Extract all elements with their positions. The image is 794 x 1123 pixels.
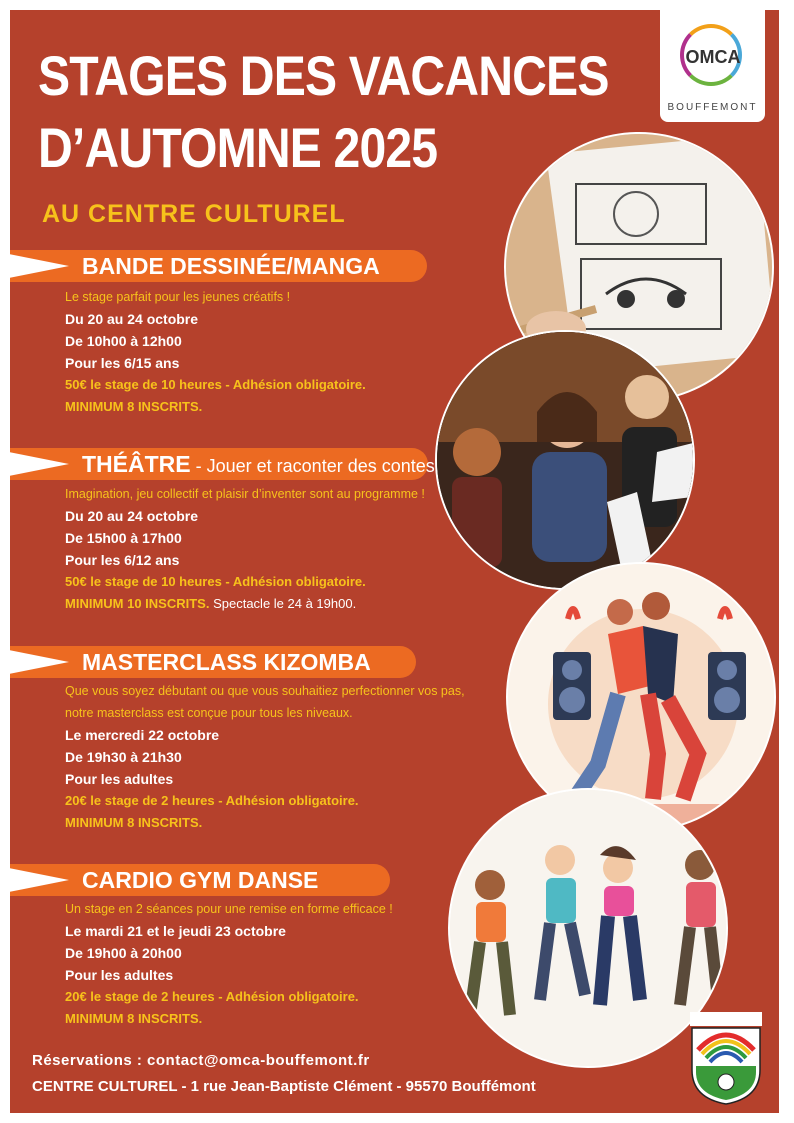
cardio-dance-image xyxy=(448,788,728,1068)
cardio-dance-illustration xyxy=(450,790,728,1068)
section-minimum: MINIMUM 10 INSCRITS. xyxy=(65,596,210,611)
section-info-manga xyxy=(65,286,445,418)
section-price: 50€ le stage de 10 heures - Adhésion obligatoire. xyxy=(65,377,366,392)
section-title: THÉÂTRE xyxy=(82,451,191,477)
section-minimum: MINIMUM 8 INSCRITS. xyxy=(65,399,203,414)
section-dates: Du 20 au 24 octobre xyxy=(65,508,199,524)
section-dates: Le mardi 21 et le jeudi 23 octobre xyxy=(65,923,286,939)
section-audience: Pour les 6/15 ans xyxy=(65,355,180,371)
section-intro: Que vous soyez débutant ou que vous souhaitiez perfectionner vos pas, xyxy=(65,684,465,698)
theatre-children-image xyxy=(435,330,695,590)
poster xyxy=(10,10,779,1113)
section-title: BANDE DESSINÉE/MANGA xyxy=(82,253,380,279)
section-info-cardio xyxy=(65,898,445,1030)
section-tagline: - Jouer et raconter des contes xyxy=(190,456,435,476)
flag-icon xyxy=(10,868,69,892)
section-intro: Imagination, jeu collectif et plaisir d’inventer sont au programme ! xyxy=(65,487,425,501)
section-intro: Un stage en 2 séances pour une remise en forme efficace ! xyxy=(65,902,393,916)
flag-icon xyxy=(10,254,69,278)
footer-reservations: Réservations : contact@omca-bouffemont.fr xyxy=(32,1052,370,1069)
section-minimum: MINIMUM 8 INSCRITS. xyxy=(65,1011,203,1026)
section-hours: De 19h00 à 20h00 xyxy=(65,945,182,961)
page-title-line-2: D’AUTOMNE 2025 xyxy=(38,116,438,179)
kizomba-illustration xyxy=(508,564,776,832)
section-info-kizomba xyxy=(65,680,465,834)
section-intro-2: notre masterclass est conçue pour tous les niveaux. xyxy=(65,706,353,720)
theatre-illustration xyxy=(437,332,695,590)
section-intro: Le stage parfait pour les jeunes créatifs ! xyxy=(65,290,291,304)
section-hours: De 10h00 à 12h00 xyxy=(65,333,182,349)
section-title: MASTERCLASS KIZOMBA xyxy=(82,649,371,675)
section-title: CARDIO GYM DANSE xyxy=(82,867,319,893)
section-audience: Pour les adultes xyxy=(65,771,174,787)
section-price: 20€ le stage de 2 heures - Adhésion obligatoire. xyxy=(65,989,359,1004)
section-extra: Spectacle le 24 à 19h00. xyxy=(209,596,357,611)
section-banner-cardio xyxy=(10,864,390,896)
flag-icon xyxy=(10,452,69,476)
kizomba-dancers-image xyxy=(506,562,776,832)
crest-shield-icon xyxy=(688,1010,764,1106)
logo-name: OMCA xyxy=(685,47,741,67)
section-minimum: MINIMUM 8 INSCRITS. xyxy=(65,815,203,830)
section-banner-manga xyxy=(10,250,427,282)
omca-logo xyxy=(660,10,765,122)
section-hours: De 15h00 à 17h00 xyxy=(65,530,182,546)
section-audience: Pour les 6/12 ans xyxy=(65,552,180,568)
flag-icon xyxy=(10,650,69,674)
footer-address: CENTRE CULTUREL - 1 rue Jean-Baptiste Clément - 95570 Bouffémont xyxy=(32,1078,536,1095)
section-price: 50€ le stage de 10 heures - Adhésion obligatoire. xyxy=(65,574,366,589)
section-dates: Du 20 au 24 octobre xyxy=(65,311,199,327)
section-dates: Le mercredi 22 octobre xyxy=(65,727,220,743)
bouffemont-crest xyxy=(688,1010,764,1106)
section-banner-theatre xyxy=(10,448,435,480)
section-hours: De 19h30 à 21h30 xyxy=(65,749,182,765)
page-title-line-1: STAGES DES VACANCES xyxy=(38,44,609,107)
logo-town: BOUFFEMONT xyxy=(667,102,758,113)
section-price: 20€ le stage de 2 heures - Adhésion obligatoire. xyxy=(65,793,359,808)
section-minimum-line xyxy=(65,593,445,615)
section-info-theatre xyxy=(65,483,445,615)
section-banner-kizomba xyxy=(10,646,416,678)
section-audience: Pour les adultes xyxy=(65,967,174,983)
page-subtitle: AU CENTRE CULTUREL xyxy=(42,200,346,228)
